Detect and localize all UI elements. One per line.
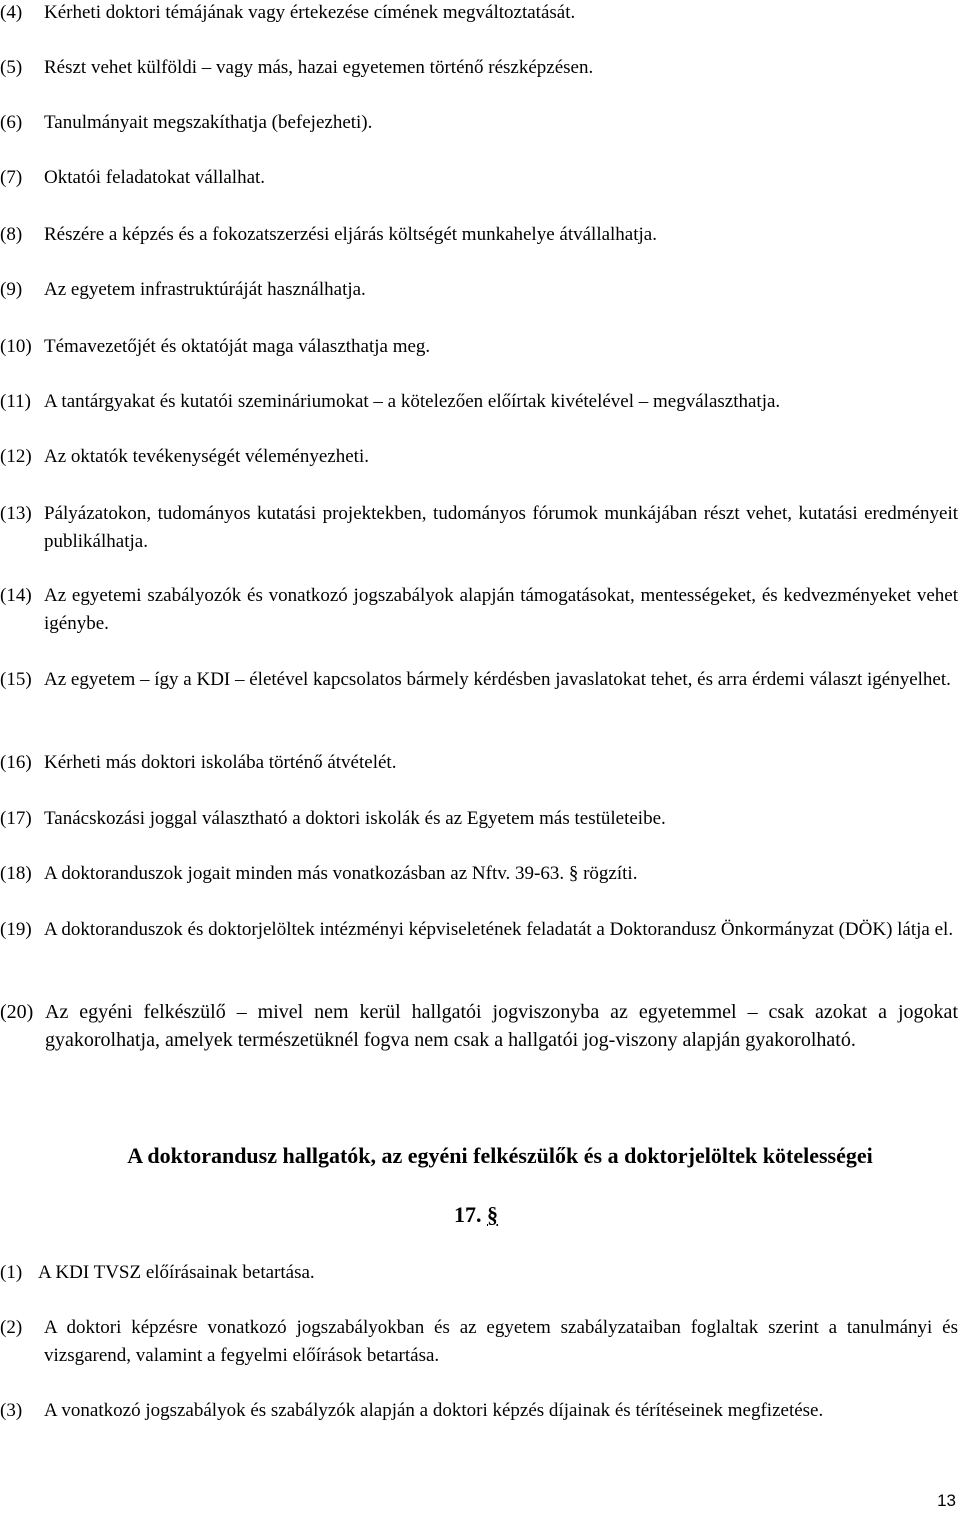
item-number: (19) [0, 919, 32, 940]
item-number: (9) [0, 279, 23, 300]
item-text: A KDI TVSZ előírásainak betartása. [38, 1262, 315, 1283]
item-number: (5) [0, 57, 23, 78]
item-number: (1) [0, 1262, 23, 1283]
list-item [0, 916, 958, 944]
section-number-value: 17. [454, 1202, 482, 1227]
item-text: A vonatkozó jogszabályok és szabályzók alapján a doktori képzés díjainak és térítéseinek megfizetése. [44, 1400, 824, 1421]
item-text: Az egyetem infrastruktúráját használhatja. [44, 279, 366, 300]
section-symbol: § [487, 1202, 498, 1227]
item-number: (15) [0, 669, 32, 690]
list-item [0, 998, 958, 1054]
item-number: (4) [0, 2, 23, 23]
item-text: A doktori képzésre vonatkozó jogszabályokban és az egyetem szabályzataiban foglaltak szerint a tanulmányi és vizsgarend, valamint a fegyelmi előírások betartása. [44, 1317, 958, 1366]
list-item [0, 666, 958, 694]
list-item [0, 860, 958, 888]
item-number: (8) [0, 224, 23, 245]
item-text: Pályázatokon, tudományos kutatási projektekben, tudományos fórumok munkájában részt vehet, kutatási eredményeit publikálhatja. [44, 503, 958, 552]
list-item [0, 749, 958, 777]
list-item [0, 1259, 958, 1287]
section-number [454, 1200, 498, 1230]
item-text: Az egyetemi szabályozók és vonatkozó jogszabályok alapján támogatásokat, mentességeket, és kedvezményeket vehet igénybe. [44, 585, 958, 634]
item-text: Kérheti doktori témájának vagy értekezése címének megváltoztatását. [44, 2, 576, 23]
list-item [0, 1314, 958, 1370]
item-number: (2) [0, 1317, 23, 1338]
item-number: (7) [0, 167, 23, 188]
list-item [0, 164, 958, 192]
item-text: Témavezetőjét és oktatóját maga választhatja meg. [44, 336, 431, 357]
section-heading: A doktorandusz hallgatók, az egyéni felkészülők és a doktorjelöltek kötelességei [127, 1143, 873, 1168]
item-number: (10) [0, 336, 32, 357]
item-number: (18) [0, 863, 32, 884]
item-number: (11) [0, 391, 31, 412]
item-text: A doktoranduszok és doktorjelöltek intézményi képviseletének feladatát a Doktorandusz Önkormányzat (DÖK) látja el. [44, 919, 954, 940]
item-number: (6) [0, 112, 23, 133]
item-text: Oktatói feladatokat vállalhat. [44, 167, 266, 188]
list-item [0, 388, 958, 416]
list-item [0, 221, 958, 249]
list-item [0, 109, 958, 137]
list-item [0, 333, 958, 361]
item-number: (12) [0, 446, 32, 467]
list-item [0, 276, 958, 304]
item-text: Tanulmányait megszakíthatja (befejezheti). [44, 112, 373, 133]
item-number: (14) [0, 585, 32, 606]
page-number: 13 [937, 1491, 956, 1510]
item-number: (3) [0, 1400, 23, 1421]
item-text: A doktoranduszok jogait minden más vonatkozásban az Nftv. 39-63. § rögzíti. [44, 863, 638, 884]
item-number: (20) [0, 1001, 34, 1023]
item-text: Kérheti más doktori iskolába történő átvételét. [44, 752, 397, 773]
item-text: Az egyéni felkészülő – mivel nem kerül hallgatói jogviszonyba az egyetemmel – csak azokat a jogokat gyakorolhatja, amelyek természetüknél fogva nem csak a hallgatói jog-viszony alapján gyakorolható. [45, 1001, 958, 1051]
list-item [0, 805, 958, 833]
item-number: (16) [0, 752, 32, 773]
list-item [0, 1397, 958, 1425]
list-item [0, 500, 958, 556]
list-item [0, 582, 958, 638]
item-number: (13) [0, 503, 32, 524]
item-text: Tanácskozási joggal választható a doktori iskolák és az Egyetem más testületeibe. [44, 808, 666, 829]
item-text: Az egyetem – így a KDI – életével kapcsolatos bármely kérdésben javaslatokat tehet, és arra érdemi választ igényelhet. [44, 669, 951, 690]
list-item [0, 0, 958, 27]
list-item [0, 443, 958, 471]
item-text: Részére a képzés és a fokozatszerzési eljárás költségét munkahelye átvállalhatja. [44, 224, 657, 245]
item-text: Részt vehet külföldi – vagy más, hazai egyetemen történő részképzésen. [44, 57, 594, 78]
item-text: A tantárgyakat és kutatói szemináriumokat – a kötelezően előírtak kivételével – megválaszthatja. [44, 391, 781, 412]
item-number: (17) [0, 808, 32, 829]
list-item [0, 54, 958, 82]
item-text: Az oktatók tevékenységét véleményezheti. [44, 446, 369, 467]
